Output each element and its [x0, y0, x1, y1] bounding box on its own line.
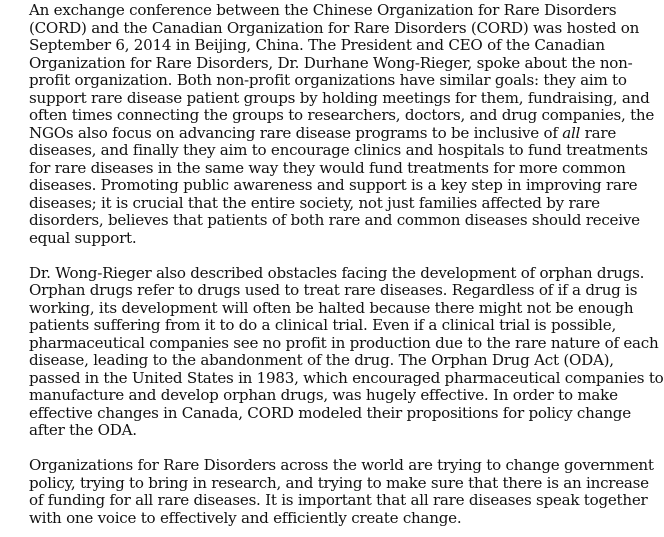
text-line: diseases; it is crucial that the entire society, not just families affected by rare: [29, 193, 600, 212]
text-line: diseases. Promoting public awareness and support is a key step in improving rare: [29, 176, 638, 194]
text-line: Organization for Rare Disorders, Dr. Durhane Wong-Rieger, spoke about the non-: [29, 53, 633, 72]
text-line: An exchange conference between the Chinese Organization for Rare Disorders: [29, 1, 617, 19]
text-line: manufacture and develop orphan drugs, was hugely effective. In order to make: [29, 386, 618, 404]
text-segment: rare: [580, 123, 617, 142]
text-line: equal support.: [29, 228, 137, 247]
text-line: working, its development will often be halted because there might not be enough: [29, 298, 634, 317]
emphasized-word: all: [562, 123, 581, 142]
text-line: profit organization. Both non-profit organizations have similar goals: they aim to: [29, 71, 627, 89]
text-line: support rare disease patient groups by holding meetings for them, fundraising, and: [29, 88, 650, 107]
text-line: (CORD) and the Canadian Organization for Rare Disorders (CORD) was hosted on: [29, 18, 640, 37]
text-line: Dr. Wong-Rieger also described obstacles facing the development of orphan drugs.: [29, 263, 645, 282]
text-line: Orphan drugs refer to drugs used to treat rare diseases. Regardless of if a drug is: [29, 281, 638, 299]
paragraph-orphan-drugs: [29, 263, 664, 440]
text-line: policy, trying to bring in research, and trying to make sure that there is an increase: [29, 473, 649, 492]
text-line: with one voice to effectively and efficiently create change.: [29, 508, 462, 527]
document-page: [29, 1, 664, 527]
paragraph-global-organizations: [29, 456, 654, 527]
text-line: diseases, and finally they aim to encourage clinics and hospitals to fund treatments: [29, 141, 648, 159]
text-line-with-emphasis: [29, 123, 617, 143]
paragraph-cord-conference: [29, 1, 655, 247]
text-line: Organizations for Rare Disorders across the world are trying to change government: [29, 456, 654, 474]
text-segment: NGOs also focus on advancing rare disease programs to be inclusive of: [29, 123, 563, 142]
text-line: disease, leading to the abandonment of the drug. The Orphan Drug Act (ODA),: [29, 351, 614, 369]
text-line: September 6, 2014 in Beijing, China. The President and CEO of the Canadian: [29, 36, 605, 54]
text-line: after the ODA.: [29, 421, 137, 439]
text-line: effective changes in Canada, CORD modeled their propositions for policy change: [29, 403, 631, 422]
text-line: often times connecting the groups to researchers, doctors, and drug companies, the: [29, 106, 655, 124]
text-line: patients suffering from it to do a clinical trial. Even if a clinical trial is possible,: [29, 316, 616, 334]
text-line: pharmaceutical companies see no profit in production due to the rare nature of each: [29, 333, 659, 352]
text-line: of funding for all rare diseases. It is important that all rare diseases speak together: [29, 491, 648, 509]
text-line: disorders, believes that patients of both rare and common diseases should receive: [29, 211, 640, 229]
text-line: for rare diseases in the same way they would fund treatments for more common: [29, 158, 626, 177]
text-line: passed in the United States in 1983, which encouraged pharmaceutical companies to: [29, 368, 664, 387]
